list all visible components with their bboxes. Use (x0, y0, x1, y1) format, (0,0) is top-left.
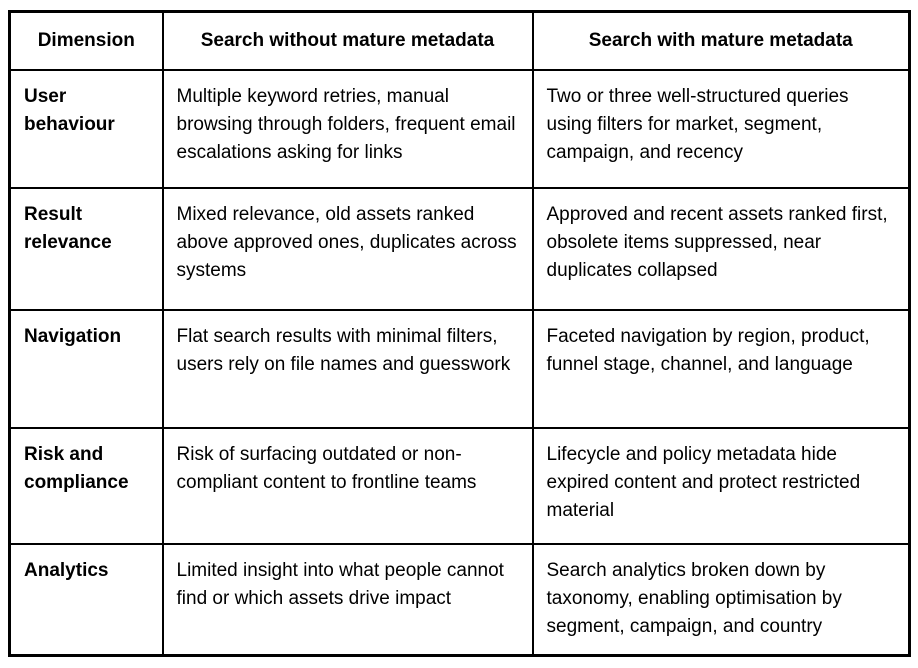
cell-without-metadata: Risk of surfacing outdated or non-compliant content to frontline teams (163, 428, 533, 544)
cell-with-metadata: Two or three well-structured queries using filters for market, segment, campaign, and recency (533, 70, 910, 188)
metadata-comparison-table (8, 10, 911, 657)
table-row-analytics (10, 544, 910, 656)
column-header-without-metadata: Search without mature metadata (163, 12, 533, 70)
column-header-dimension: Dimension (10, 12, 163, 70)
cell-without-metadata: Multiple keyword retries, manual browsing through folders, frequent email escalations asking for links (163, 70, 533, 188)
cell-with-metadata: Search analytics broken down by taxonomy, enabling optimisation by segment, campaign, and country (533, 544, 910, 656)
row-header: Analytics (10, 544, 163, 656)
table-row-result-relevance (10, 188, 910, 310)
row-header: User behaviour (10, 70, 163, 188)
table-row-risk-and-compliance (10, 428, 910, 544)
table-row-navigation (10, 310, 910, 428)
cell-with-metadata: Faceted navigation by region, product, funnel stage, channel, and language (533, 310, 910, 428)
cell-without-metadata: Limited insight into what people cannot find or which assets drive impact (163, 544, 533, 656)
cell-without-metadata: Mixed relevance, old assets ranked above approved ones, duplicates across systems (163, 188, 533, 310)
column-header-with-metadata: Search with mature metadata (533, 12, 910, 70)
row-header: Navigation (10, 310, 163, 428)
cell-with-metadata: Lifecycle and policy metadata hide expired content and protect restricted material (533, 428, 910, 544)
cell-with-metadata: Approved and recent assets ranked first, obsolete items suppressed, near duplicates collapsed (533, 188, 910, 310)
row-header: Result relevance (10, 188, 163, 310)
cell-without-metadata: Flat search results with minimal filters, users rely on file names and guesswork (163, 310, 533, 428)
row-header: Risk and compliance (10, 428, 163, 544)
table-row-user-behaviour (10, 70, 910, 188)
header-row (10, 12, 910, 70)
